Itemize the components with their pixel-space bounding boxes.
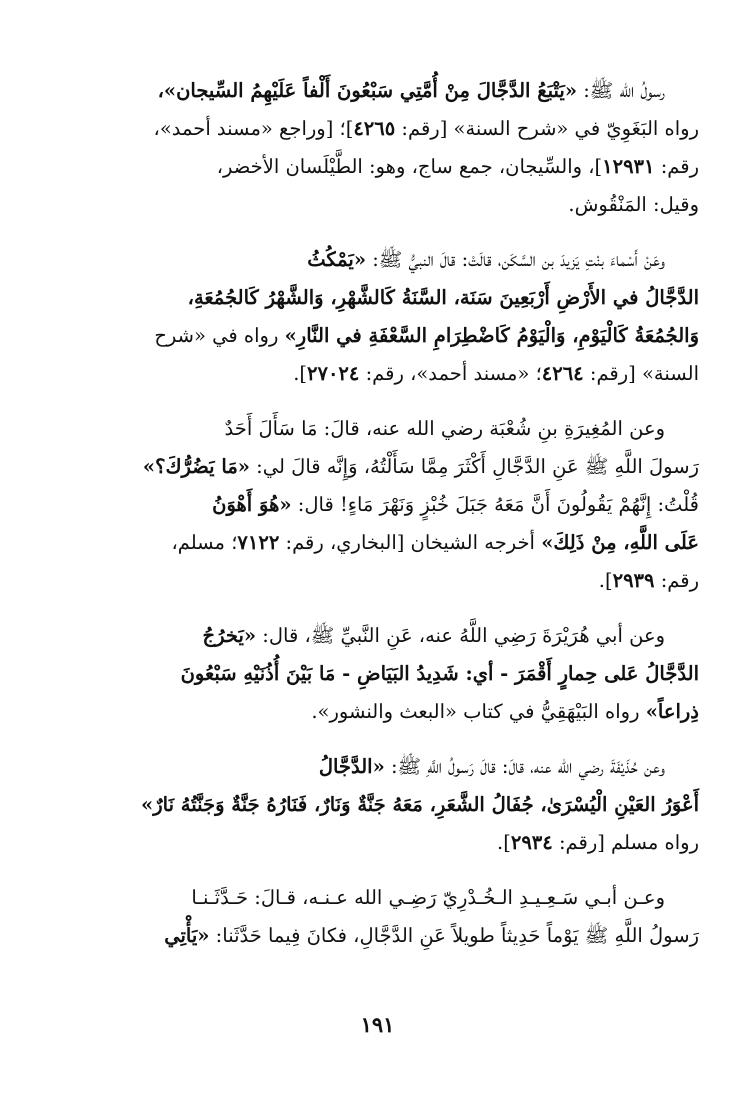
commentary-text: وقيل: المَنْقُوش.: [568, 193, 699, 216]
commentary-text: ]، والسِّيجان، جمع ساج، وهو: الطَّيْلَسان الأخضر،: [216, 155, 603, 178]
commentary-text: وعَنْ أَسْماءَ بنْتِ يَزيدَ بن السَّكَن، قالَتْ: قالَ النبيُّ ﷺ:: [366, 248, 665, 271]
text-line: [52, 279, 699, 317]
paragraph: [52, 879, 699, 955]
text-line: [52, 617, 699, 655]
text-line: [52, 410, 699, 448]
hadith-text: «يَتْبَعُ الدَّجَّالَ مِنْ أُمَّتِي سَبْعُونَ أَلْفاً عَلَيْهِمُ السِّيجان»،: [157, 79, 578, 102]
text-line: [52, 148, 699, 186]
commentary-text: ].: [293, 362, 308, 385]
paragraph: [52, 410, 699, 600]
text-line: [52, 486, 699, 524]
text-line: [52, 72, 699, 110]
commentary-text: وعـن أبـي سَـعِـيـدِ الـخُـدْرِيّ رَضِـي الله عـنـه، قـالَ: حَـدَّثَـنـا: [191, 886, 665, 909]
commentary-text: رسولُ الله ﷺ:: [577, 79, 665, 102]
commentary-text: وعن المُغِيرَةِ بنِ شُعْبَة رضي الله عنه، قالَ: مَا سَأَلَ أَحَدٌ: [224, 417, 665, 440]
text-line: [52, 355, 699, 393]
hadith-text: ١٢٩٣١: [602, 155, 655, 178]
paragraph: [52, 748, 699, 862]
text-line: [52, 317, 699, 355]
hadith-text: ٤٢٦٥: [353, 117, 396, 140]
hadith-text: «يَأْتِي: [164, 924, 210, 947]
hadith-text: ذِراعاً»: [645, 700, 699, 723]
commentary-text: السنة» [رقم:: [583, 362, 699, 385]
commentary-text: أخرجه الشيخان [البخاري، رقم:: [279, 531, 542, 554]
hadith-text: ٢٩٣٩: [612, 569, 655, 592]
hadith-text: الدَّجَّالُ عَلى حِمارٍ أَقْمَرَ - أي: شَدِيدُ البَيَاضِ - مَا بَيْنَ أُذُنَيْهِ سَبْعُونَ: [180, 662, 699, 685]
commentary-text: رواه البَغَوِيّ في «شرح السنة» [رقم:: [395, 117, 699, 140]
commentary-text: ].: [497, 831, 511, 854]
hadith-text: الدَّجَّالُ في الأَرْضِ أَرْبَعِينَ سَنَة، السَّنَةُ كَالشَّهْرِ، وَالشَّهْرُ كَالجُمُعَةِ،: [187, 286, 699, 309]
text-line: [52, 879, 699, 917]
commentary-text: رواه مسلم [رقم:: [552, 831, 699, 854]
commentary-text: ؛ «مسند أحمد»، رقم:: [359, 362, 542, 385]
commentary-text: رقم:: [654, 569, 699, 592]
commentary-text: ؛ مسلم،: [171, 531, 238, 554]
text-line: [52, 110, 699, 148]
text-line: [52, 562, 699, 600]
hadith-text: ٤٢٦٤: [541, 362, 584, 385]
paragraph: [52, 241, 699, 393]
text-line: [52, 786, 699, 824]
commentary-text: وعن حُذَيْفَةَ رضي الله عنه، قالَ: قالَ رَسولُ اللَّهِ ﷺ:: [384, 755, 665, 778]
text-line: [52, 186, 699, 224]
body-text: [52, 72, 699, 955]
commentary-text: ].: [598, 569, 613, 592]
paragraph: [52, 72, 699, 224]
text-line: [52, 448, 699, 486]
hadith-text: «هُوَ أَهْوَنُ: [212, 493, 292, 516]
hadith-text: عَلَى اللَّهِ، مِنْ ذَلِكَ»: [541, 531, 699, 554]
text-line: [52, 824, 699, 862]
hadith-text: «مَا يَضُرُّكَ؟»: [142, 455, 250, 478]
commentary-text: وعن أبي هُرَيْرَةَ رَضِي اللَّهُ عنه، عَنِ النَّبيِّ ﷺ، قال:: [256, 624, 665, 647]
commentary-text: رَسولُ اللَّهِ ﷺ يَوْماً حَدِيثاً طويلاً عَنِ الدَّجَّالِ، فكانَ فِيما حَدَّثَنا:: [209, 924, 699, 947]
commentary-text: قُلْتُ: إِنَّهُمْ يَقُولُونَ أَنَّ مَعَهُ جَبَلَ خُبْزٍ وَنَهْرَ مَاءٍ! قال:: [291, 493, 699, 516]
commentary-text: رواه البَيْهَقِيُّ في كتاب «البعث والنشور».: [311, 700, 646, 723]
page-number: ١٩١: [360, 1012, 395, 1037]
text-line: [52, 241, 699, 279]
text-line: [52, 693, 699, 731]
commentary-text: رَسولَ اللَّهِ ﷺ عَنِ الدَّجَّالِ أَكْثَرَ مِمَّا سَأَلْتُهُ، وَإِنَّه قالَ لي:: [249, 455, 699, 478]
hadith-text: «الدَّجَّالُ: [318, 755, 385, 778]
text-line: [52, 748, 699, 786]
hadith-text: ٢٧٠٢٤: [307, 362, 360, 385]
text-line: [52, 524, 699, 562]
hadith-text: أَعْوَرُ العَيْنِ الْيُسْرَىٰ، جُفَالُ الشَّعَرِ، مَعَهُ جَنَّةٌ وَنَارٌ، فَنَارُهُ جَنَّةٌ وَجَنَّتُهُ نَارٌ»: [141, 793, 699, 816]
text-line: [52, 917, 699, 955]
hadith-text: وَالجُمُعَةُ كَالْيَوْمِ، وَالْيَوْمُ كَاضْطِرَامِ السَّعْفَةِ في النَّارِ»: [284, 324, 699, 347]
text-line: [52, 655, 699, 693]
commentary-text: رقم:: [654, 155, 699, 178]
hadith-text: «يَمْكُثُ: [307, 248, 367, 271]
hadith-text: ٢٩٣٤: [510, 831, 553, 854]
commentary-text: رواه في «شرح: [154, 324, 285, 347]
paragraph: [52, 617, 699, 731]
hadith-text: «يَخرُجُ: [202, 624, 257, 647]
hadith-text: ٧١٢٢: [237, 531, 280, 554]
commentary-text: ]؛ [وراجع «مسند أحمد»،: [153, 117, 354, 140]
